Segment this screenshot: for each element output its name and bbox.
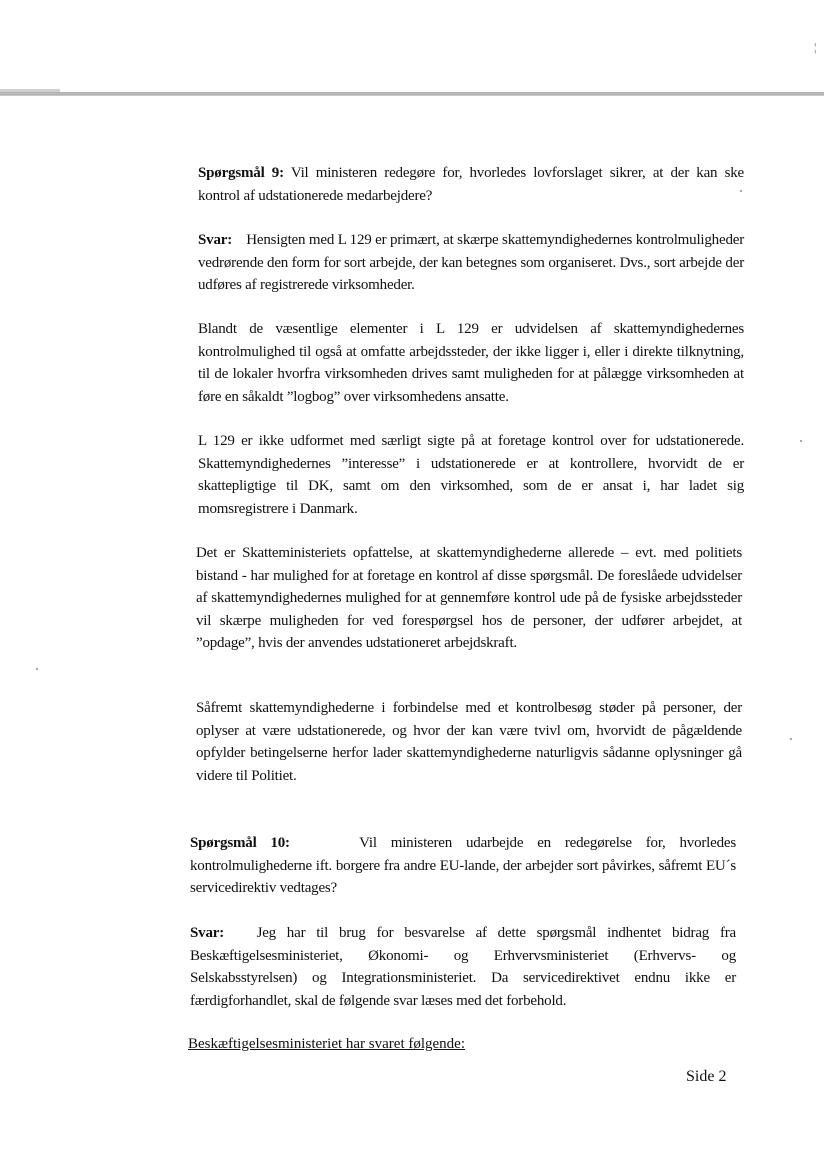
answer-9-text: Hensigten med L 129 er primært, at skærpe skattemyndighedernes kontrolmuligheder vedrørende den form for sort arbejde, der kan betegnes som organiseret. Dvs., sort arbejde der udføres af registrerede virksomheder. xyxy=(198,232,744,293)
answer-9 xyxy=(198,229,744,297)
answer-9-paragraph: Det er Skatteministeriets opfattelse, at skattemyndighederne allerede – evt. med politiets bistand - har mulighed for at foretage en kontrol af disse spørgsmål. De foreslåede udvidelser af skattemyndighedernes mulighed for at gennemføre kontrol ude på de fysiske arbejdssteder vil skærpe muligheden for ved forespørgsel hos de personer, der udfører arbejdet, at ”opdage”, hvis der anvendes udstationeret arbejdskraft. xyxy=(196,545,742,651)
answer-9-paragraph: Såfremt skattemyndighederne i forbindelse med et kontrolbesøg støder på personer, der oplyser at være udstationerede, og hvor der kan være tvivl om, hvorvidt de pågældende opfylder betingelserne herfor lader skattemyndighederne naturligvis sådanne oplysninger gå videre til Politiet. xyxy=(196,700,742,784)
scan-speck xyxy=(36,668,38,670)
answer-9-paragraph: Blandt de væsentlige elementer i L 129 er udvidelsen af skattemyndighedernes kontrolmulighed til også at omfatte arbejdssteder, der ikke ligger i, eller i direkte tilknytning, til de lokaler hvorfra virksomheden drives samt muligheden for at pålægge virksomheden at føre en såkaldt ”logbog” over virksomhedens ansatte. xyxy=(198,321,744,405)
answer-9-label: Svar: xyxy=(198,232,232,248)
scan-speck xyxy=(790,738,792,740)
question-9 xyxy=(198,162,744,207)
answer-10-label: Svar: xyxy=(190,925,224,941)
question-10-label: Spørgsmål 10: xyxy=(190,835,290,851)
question-9-label: Spørgsmål 9: xyxy=(198,165,284,181)
scan-artifact-line xyxy=(0,92,824,96)
question-10 xyxy=(190,832,736,900)
answer-10 xyxy=(190,922,736,1012)
section-heading: Beskæftigelsesministeriet har svaret følgende: xyxy=(188,1036,466,1052)
question-10-text: Vil ministeren udarbejde en redegørelse for, hvorledes kontrolmulighederne ift. borgere fra andre EU-lande, der arbejder sort påvirkes, såfremt EU´s servicedirektiv vedtages? xyxy=(190,835,736,896)
answer-9-paragraph: L 129 er ikke udformet med særligt sigte på at foretage kontrol over for udstationerede. Skattemyndighedernes ”interesse” i udstationerede er at kontrollere, hvorvidt de er skattepligtige til DK, samt om den virksomhed, som de er ansat i, har ladet sig momsregistrere i Danmark. xyxy=(198,433,744,517)
question-9-text: Vil ministeren redegøre for, hvorledes lovforslaget sikrer, at der kan ske kontrol af udstationerede medarbejdere? xyxy=(198,165,744,204)
answer-10-text: Jeg har til brug for besvarelse af dette spørgsmål indhentet bidrag fra Beskæftigelsesministeriet, Økonomi- og Erhvervsministeriet (Erhvervs- og Selskabsstyrelsen) og Integrationsministeriet. Da servicedirektivet endnu ikke er færdigforhandlet, skal de følgende svar læses med det forbehold. xyxy=(190,925,737,1009)
page-number: Side 2 xyxy=(686,1068,727,1085)
scan-mark: ¦ xyxy=(814,40,817,54)
scan-speck xyxy=(800,440,802,442)
